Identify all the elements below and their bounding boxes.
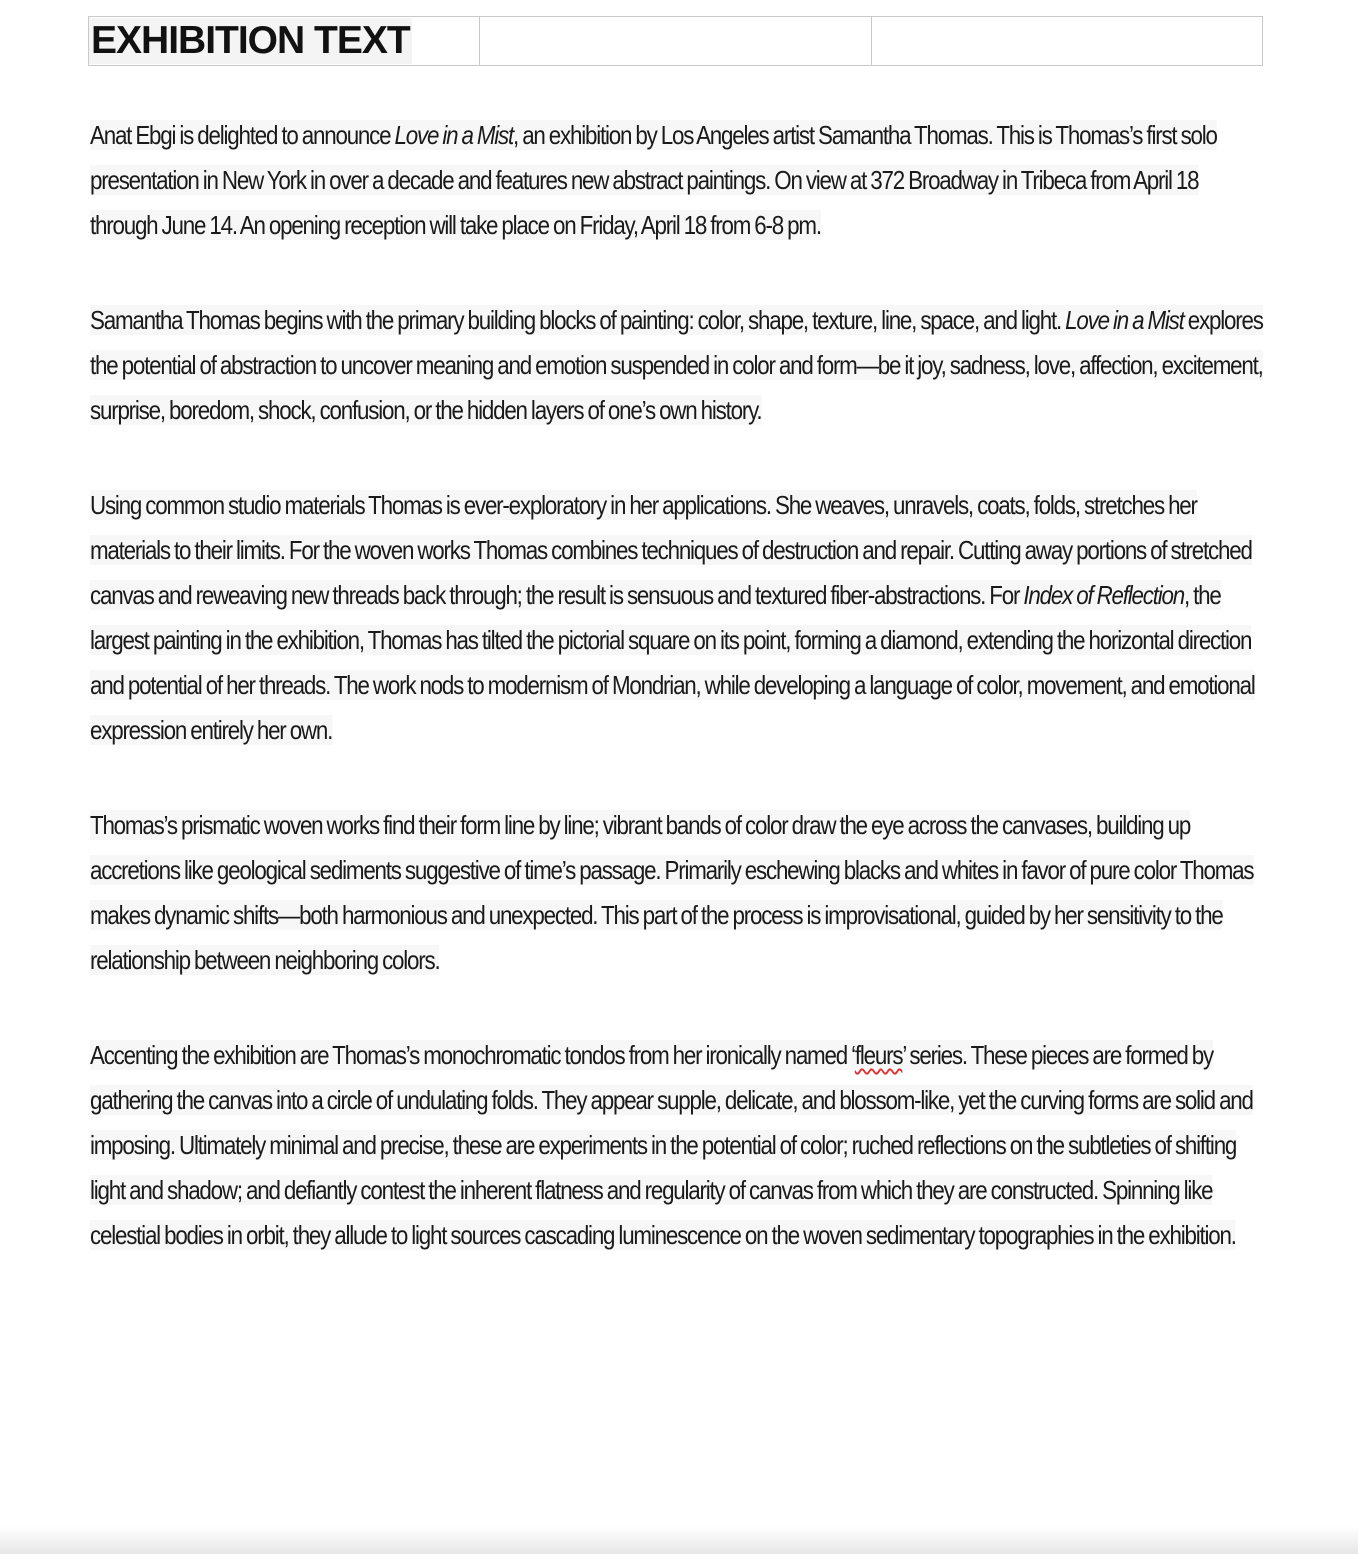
header-cell-empty-2[interactable] — [871, 17, 1262, 66]
paragraph-2-text-c: explores the potential of abstraction to uncover meaning and emotion suspended in color and form—be it joy, sadness, love, affection, excitement, surprise, boredom, shock, confusion, or the hidden layers of one’s own history. — [90, 305, 1263, 425]
exhibition-text-body[interactable] — [90, 113, 1263, 1308]
paragraph-5-text-a: Accenting the exhibition are Thomas’s monochromatic tondos from her ironically named ‘ — [90, 1040, 855, 1070]
paragraph-1 — [90, 113, 1270, 248]
paragraph-5 — [90, 1033, 1270, 1258]
paragraph-2 — [90, 298, 1270, 433]
header-table — [88, 16, 1263, 66]
paragraph-3 — [90, 483, 1270, 753]
bottom-edge-shadow — [0, 1526, 1358, 1554]
paragraph-1-text-c: , an exhibition by Los Angeles artist Samantha Thomas. This is Thomas’s first solo presentation in New York in over a decade and features new abstract paintings. On view at 372 Broadway in Tribeca from April 18 through June 14. An opening reception will take place on Friday, April 18 from 6-8 pm. — [90, 120, 1217, 240]
paragraph-3-text-c: , the largest painting in the exhibition, Thomas has tilted the pictorial square on its point, forming a diamond, extending the horizontal direction and potential of her threads. The work nods to modernism of Mondrian, while developing a language of color, movement, and emotional expression entirely her own. — [90, 580, 1255, 745]
paragraph-3-text-a: Using common studio materials Thomas is ever-exploratory in her applications. She weaves, unravels, coats, folds, stretches her materials to their limits. For the woven works Thomas combines techniques of destruction and repair. Cutting away portions of stretched canvas and reweaving new threads back through; the result is sensuous and textured fiber-abstractions. For — [90, 490, 1252, 610]
paragraph-4 — [90, 803, 1270, 983]
exhibition-title-italic: Love in a Mist — [1065, 305, 1184, 335]
paragraph-4-text: Thomas’s prismatic woven works find their form line by line; vibrant bands of color draw the eye across the canvases, building up accretions like geological sediments suggestive of time’s passage. Primarily eschewing blacks and whites in favor of pure color Thomas makes dynamic shifts—both harmonious and unexpected. This part of the process is improvisational, guided by her sensitivity to the relationship between neighboring colors. — [90, 810, 1254, 975]
page-title: EXHIBITION TEXT — [91, 19, 410, 62]
paragraph-2-text-a: Samantha Thomas begins with the primary building blocks of painting: color, shape, texture, line, space, and light. — [90, 305, 1066, 335]
spellcheck-flagged-word[interactable]: fleurs — [854, 1040, 903, 1070]
paragraph-1-text-a: Anat Ebgi is delighted to announce — [90, 120, 395, 150]
paragraph-5-text-c: ’ series. These pieces are formed by gathering the canvas into a circle of undulating folds. They appear supple, delicate, and blossom-like, yet the curving forms are solid and imposing. Ultimately minimal and precise, these are experiments in the potential of color; ruched reflections on the subtleties of shifting light and shadow; and defiantly contest the inherent flatness and regularity of canvas from which they are constructed. Spinning like celestial bodies in orbit, they allude to light sources cascading luminescence on the woven sedimentary topographies in the exhibition. — [90, 1040, 1253, 1250]
header-cell-empty-1[interactable] — [480, 17, 871, 66]
exhibition-title-italic: Love in a Mist — [394, 120, 514, 150]
header-cell-title[interactable] — [89, 17, 480, 66]
artwork-title-italic: Index of Reflection — [1023, 580, 1185, 610]
